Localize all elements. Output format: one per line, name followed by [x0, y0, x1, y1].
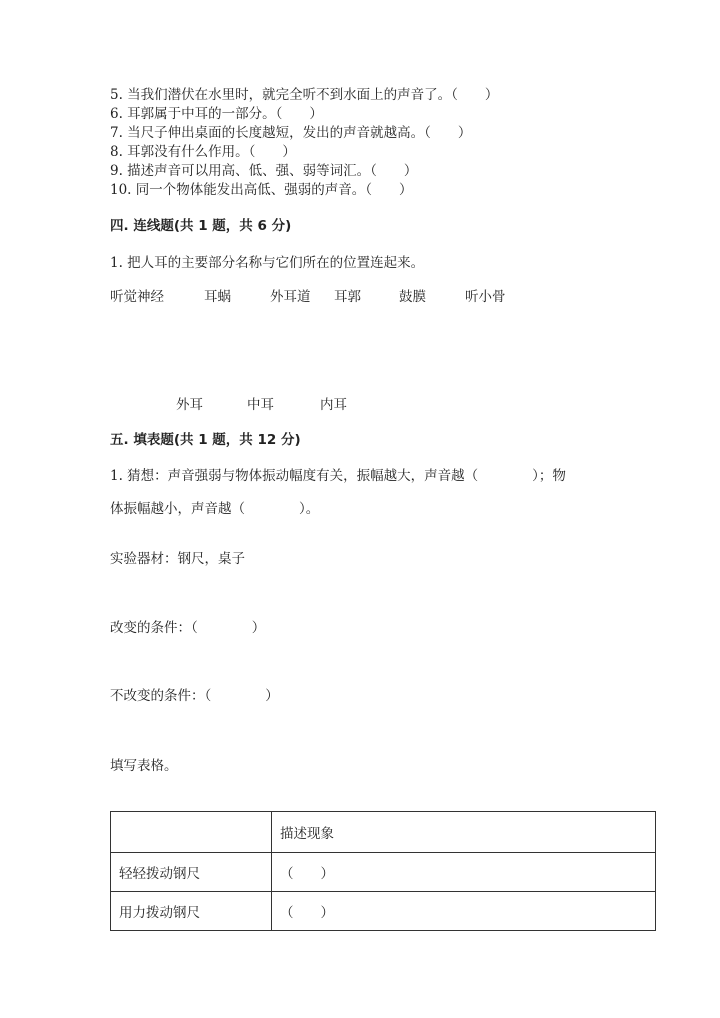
section4-heading: 四. 连线题(共 1 题，共 6 分) — [110, 218, 292, 234]
table-answer-blank[interactable]: （ ） — [272, 892, 656, 931]
table-row-label: 用力拨动钢尺 — [111, 892, 272, 931]
location-outer-ear: 外耳 — [176, 397, 203, 413]
judgment-item-9: 9. 描述声音可以用高、低、强、弱等词汇。（ ） — [110, 163, 418, 179]
section5-heading: 五. 填表题(共 1 题，共 12 分) — [110, 432, 301, 448]
judgment-item-5: 5. 当我们潜伏在水里时，就完全听不到水面上的声音了。（ ） — [110, 87, 499, 103]
experiment-materials: 实验器材：钢尺，桌子 — [110, 551, 245, 567]
judgment-item-6: 6. 耳郭属于中耳的一部分。（ ） — [110, 106, 323, 122]
table-header-phenomenon: 描述现象 — [272, 812, 656, 853]
ear-part-eardrum: 鼓膜 — [399, 289, 426, 305]
fill-table-instruction: 填写表格。 — [110, 758, 178, 774]
section4-question: 1. 把人耳的主要部分名称与它们所在的位置连起来。 — [110, 255, 425, 271]
changed-condition: 改变的条件：（ ） — [110, 620, 266, 636]
ear-part-auricle: 耳郭 — [334, 289, 361, 305]
location-inner-ear: 内耳 — [320, 397, 347, 413]
ear-part-cochlea: 耳蜗 — [204, 289, 231, 305]
ear-part-ossicles: 听小骨 — [465, 289, 506, 305]
table-row — [111, 892, 656, 931]
unchanged-condition: 不改变的条件：（ ） — [110, 688, 279, 704]
location-middle-ear: 中耳 — [247, 397, 274, 413]
judgment-item-8: 8. 耳郭没有什么作用。（ ） — [110, 144, 296, 160]
ear-part-ear-canal: 外耳道 — [270, 289, 311, 305]
ear-part-auditory-nerve: 听觉神经 — [110, 289, 164, 305]
judgment-item-7: 7. 当尺子伸出桌面的长度越短，发出的声音就越高。（ ） — [110, 125, 472, 141]
guess-line-2: 体振幅越小，声音越（ ）。 — [110, 501, 320, 517]
table-row-label: 轻轻拨动钢尺 — [111, 853, 272, 892]
table-row — [111, 853, 656, 892]
table-header-row — [111, 812, 656, 853]
observation-table — [110, 811, 656, 931]
table-header-empty — [111, 812, 272, 853]
judgment-item-10: 10. 同一个物体能发出高低、强弱的声音。（ ） — [110, 182, 413, 198]
guess-line-1: 1. 猜想：声音强弱与物体振动幅度有关，振幅越大，声音越（ ）；物 — [110, 468, 566, 484]
table-answer-blank[interactable]: （ ） — [272, 853, 656, 892]
